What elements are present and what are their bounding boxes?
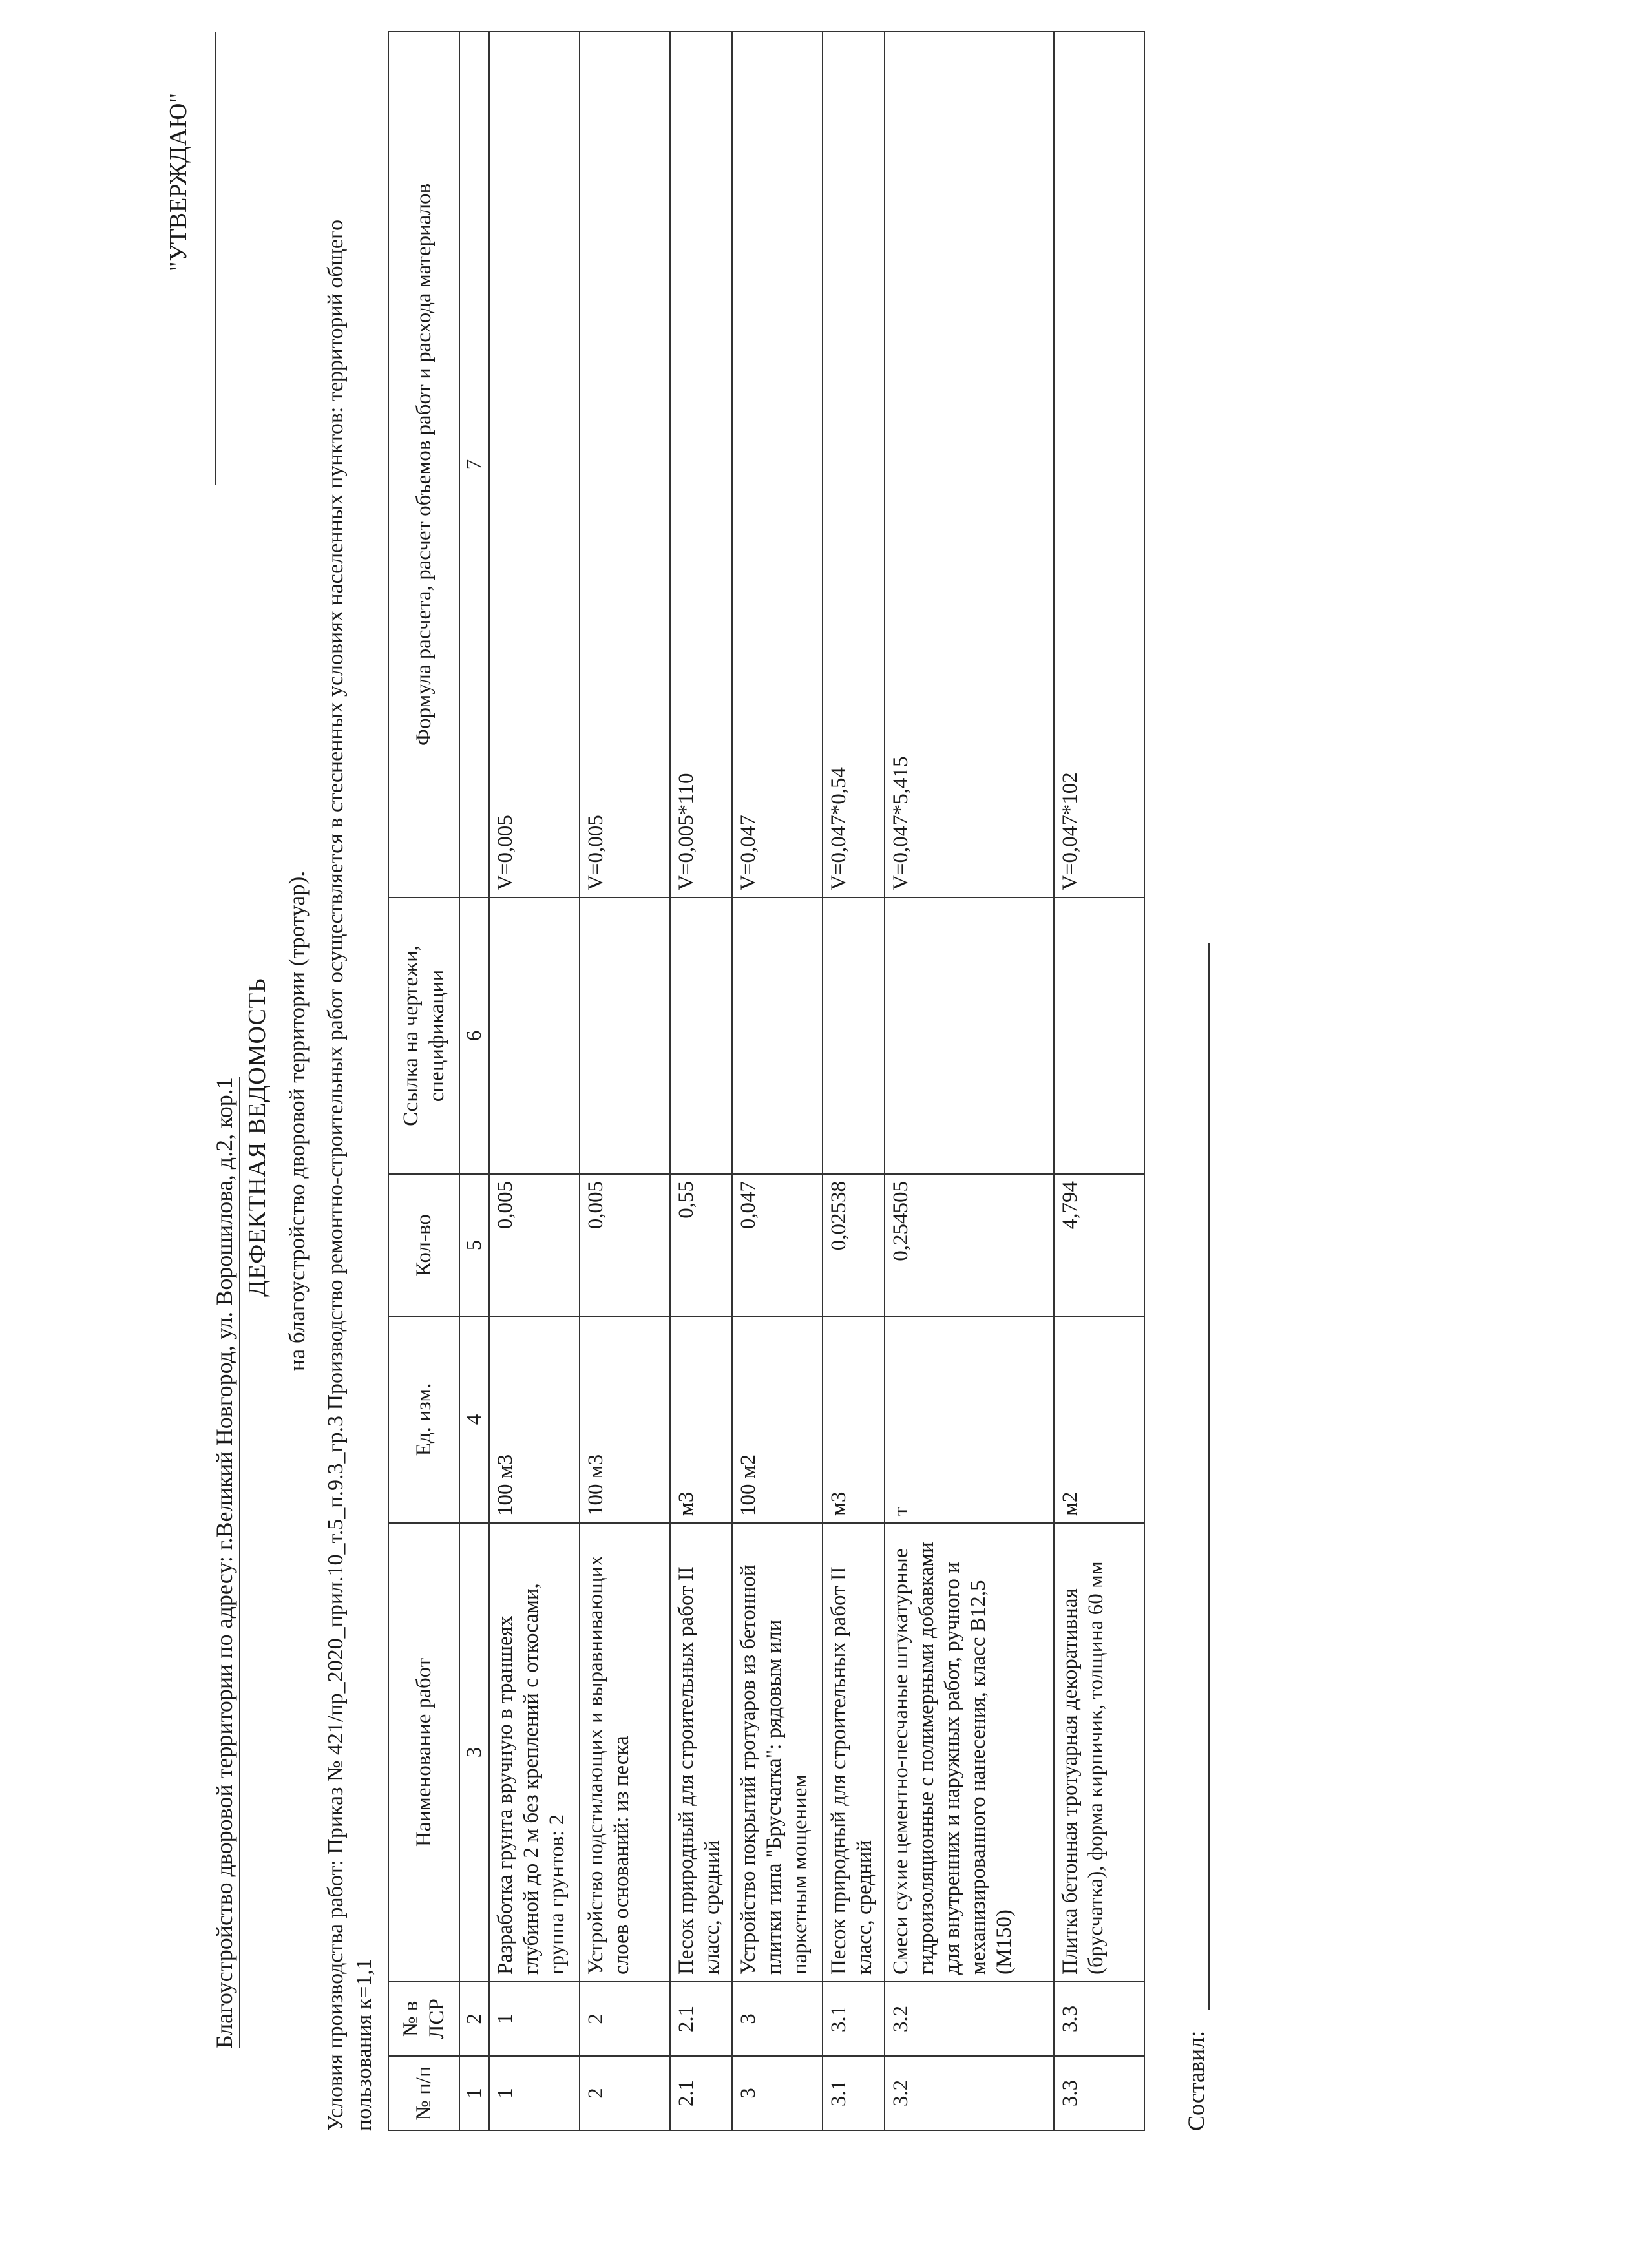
- row-unit: 100 м3: [580, 1316, 670, 1523]
- row-work-name: Устройство подстилающих и выравнивающих слоев оснований: из песка: [580, 1523, 670, 1982]
- column-number: 6: [459, 898, 489, 1174]
- column-number: 5: [459, 1174, 489, 1316]
- row-number: 2.1: [670, 2056, 732, 2130]
- defects-table: [388, 31, 1145, 2131]
- compiled-by-label: Составил:: [1183, 2030, 1209, 2131]
- row-quantity: 0,55: [670, 1174, 732, 1316]
- row-formula: V=0,047: [732, 32, 823, 898]
- column-number-row: [459, 32, 489, 2130]
- table-header-row: [388, 32, 459, 2130]
- row-lsr-number: 2: [580, 1982, 670, 2056]
- row-unit: т: [885, 1316, 1054, 1523]
- row-work-name: Разработка грунта вручную в траншеях глубиной до 2 м без креплений с откосами, группа грунтов: 2: [489, 1523, 580, 1982]
- column-number: 7: [459, 32, 489, 898]
- header-cell: № в ЛСР: [388, 1982, 459, 2056]
- column-number: 4: [459, 1316, 489, 1523]
- table-row: [823, 32, 885, 2130]
- row-quantity: 0,005: [580, 1174, 670, 1316]
- row-quantity: 0,047: [732, 1174, 823, 1316]
- row-reference: [732, 898, 823, 1174]
- row-lsr-number: 3: [732, 1982, 823, 2056]
- compiled-by-signature-line: [1208, 943, 1210, 2010]
- header-cell: Ед. изм.: [388, 1316, 459, 1523]
- row-work-name: Песок природный для строительных работ II класс, средний: [670, 1523, 732, 1982]
- row-unit: м3: [670, 1316, 732, 1523]
- row-number: 3: [732, 2056, 823, 2130]
- row-reference: [670, 898, 732, 1174]
- row-quantity: 0,005: [489, 1174, 580, 1316]
- row-lsr-number: 1: [489, 1982, 580, 2056]
- row-number: 3.2: [885, 2056, 1054, 2130]
- header-cell: Кол-во: [388, 1174, 459, 1316]
- row-reference: [489, 898, 580, 1174]
- header-cell: № п/п: [388, 2056, 459, 2130]
- table-row: [489, 32, 580, 2130]
- row-formula: V=0,047*102: [1054, 32, 1144, 898]
- header-cell: Формула расчета, расчет объемов работ и расхода материалов: [388, 32, 459, 898]
- document-title: ДЕФЕКТНАЯ ВЕДОМОСТЬ: [244, 978, 271, 1297]
- document-subject: Благоустройство дворовой территории по адресу: г.Великий Новгород, ул. Ворошилова, д.2, кор.1: [211, 1077, 240, 2048]
- row-number: 3.3: [1054, 2056, 1144, 2130]
- column-number: 1: [459, 2056, 489, 2130]
- header-cell: Наименование работ: [388, 1523, 459, 1982]
- column-number: 2: [459, 1982, 489, 2056]
- row-work-name: Плитка бетонная тротуарная декоративная (брусчатка), форма кирпичик, толщина 60 мм: [1054, 1523, 1144, 1982]
- table-row: [732, 32, 823, 2130]
- table-row: [1054, 32, 1144, 2130]
- row-formula: V=0,047*0,54: [823, 32, 885, 898]
- row-quantity: 0,254505: [885, 1174, 1054, 1316]
- row-unit: 100 м2: [732, 1316, 823, 1523]
- row-work-name: Устройство покрытий тротуаров из бетонной плитки типа "Брусчатка": рядовым или паркетным мощением: [732, 1523, 823, 1982]
- row-lsr-number: 3.2: [885, 1982, 1054, 2056]
- row-formula: V=0,005: [489, 32, 580, 898]
- row-lsr-number: 3.1: [823, 1982, 885, 2056]
- row-number: 1: [489, 2056, 580, 2130]
- document-purpose: на благоустройство дворовой территории (тротуар).: [284, 870, 310, 1372]
- row-formula: V=0,005: [580, 32, 670, 898]
- table-row: [885, 32, 1054, 2130]
- table-row: [580, 32, 670, 2130]
- table-row: [670, 32, 732, 2130]
- row-reference: [823, 898, 885, 1174]
- row-quantity: 0,02538: [823, 1174, 885, 1316]
- row-lsr-number: 2.1: [670, 1982, 732, 2056]
- column-number: 3: [459, 1523, 489, 1982]
- row-unit: м3: [823, 1316, 885, 1523]
- approval-stamp: "УТВЕРЖДАЮ": [165, 93, 192, 271]
- header-cell: Ссылка на чертежи, спецификации: [388, 898, 459, 1174]
- work-conditions: Условия производства работ: Приказ № 421/пр_2020_прил.10_т.5_п.9.3_гр.3 Производство ремонтно-строительных работ осуществляется в стесненных условиях населенных пунктов: территорий общего пользования к=1,1: [324, 219, 376, 2131]
- row-number: 2: [580, 2056, 670, 2130]
- row-work-name: Смеси сухие цементно-песчаные штукатурные гидроизоляционные с полимерными добавками для внутренних и наружных работ, ручного и механизированного нанесения, класс B12,5 (M150): [885, 1523, 1054, 1982]
- row-formula: V=0,047*5,415: [885, 32, 1054, 898]
- row-quantity: 4,794: [1054, 1174, 1144, 1316]
- row-work-name: Песок природный для строительных работ II класс, средний: [823, 1523, 885, 1982]
- row-reference: [885, 898, 1054, 1174]
- row-formula: V=0,005*110: [670, 32, 732, 898]
- row-unit: 100 м3: [489, 1316, 580, 1523]
- row-reference: [1054, 898, 1144, 1174]
- approval-signature-line: [215, 32, 216, 485]
- row-unit: м2: [1054, 1316, 1144, 1523]
- row-number: 3.1: [823, 2056, 885, 2130]
- row-reference: [580, 898, 670, 1174]
- row-lsr-number: 3.3: [1054, 1982, 1144, 2056]
